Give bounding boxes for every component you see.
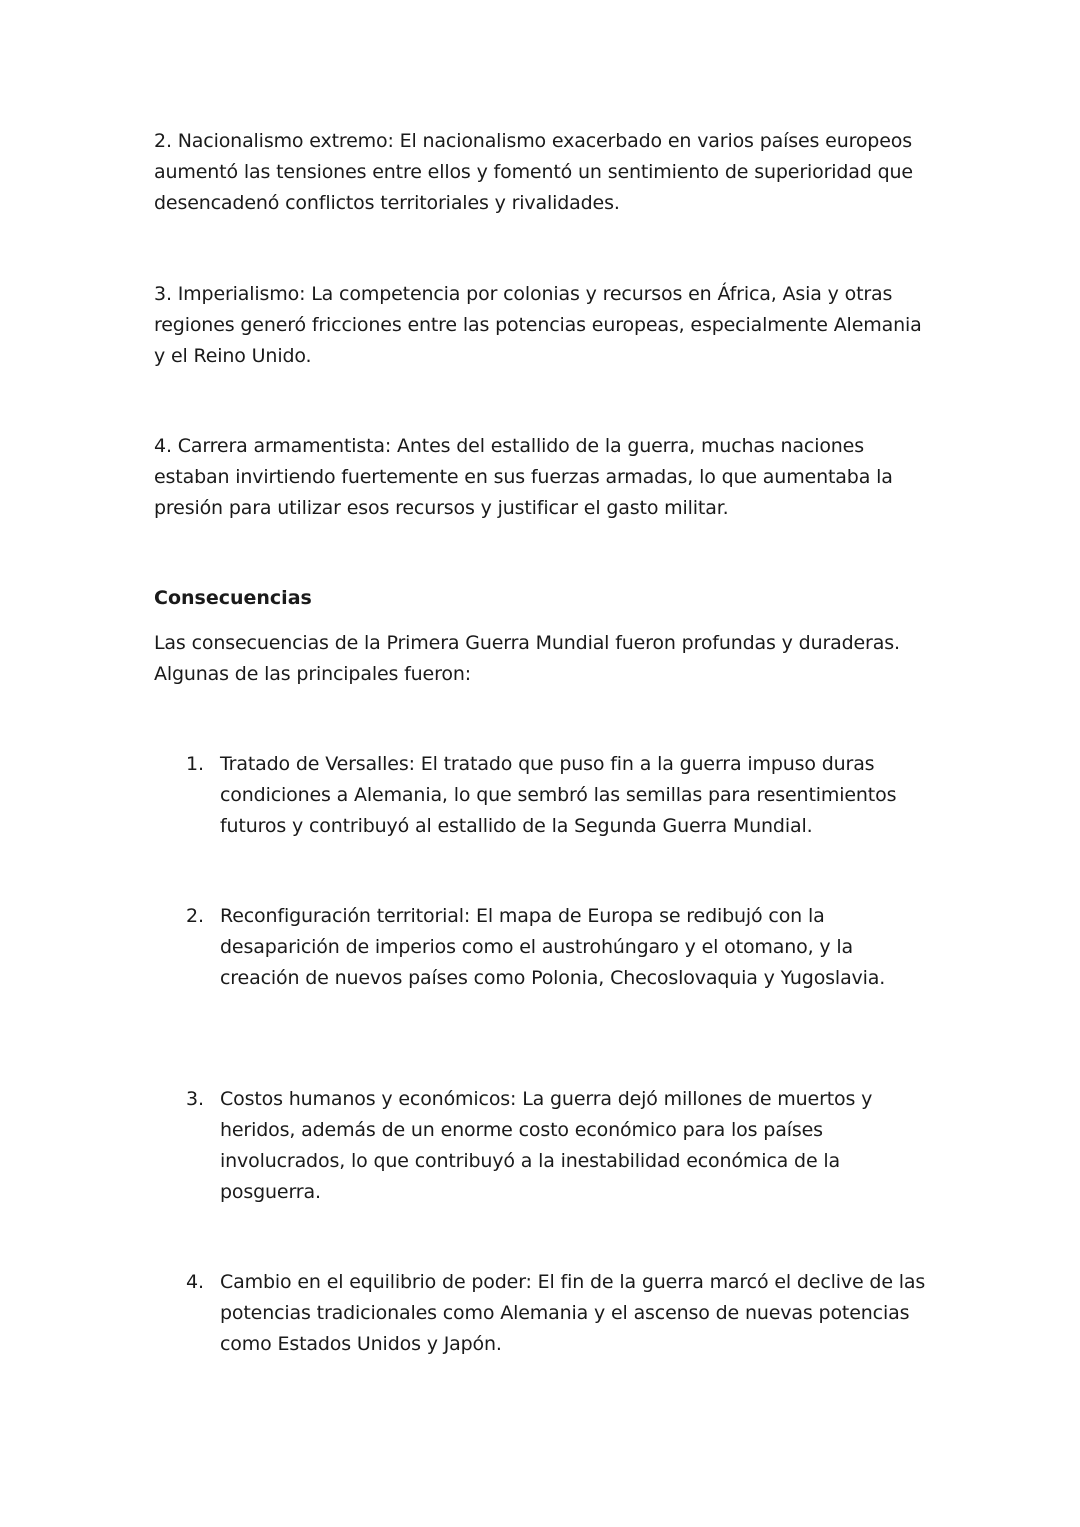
list-item [186,749,926,842]
list-item-number: 3. [186,1088,204,1110]
list-item-text: Tratado de Versalles: El tratado que puso fin a la guerra impuso duras condiciones a Alemania, lo que sembró las semillas para resentimientos futuros y contribuyó al estallido de la Segunda Guerra Mundial. [220,753,897,837]
list-item-text: Costos humanos y económicos: La guerra dejó millones de muertos y heridos, además de un enorme costo económico para los países involucrados, lo que contribuyó a la inestabilidad económica de la posguerra. [220,1088,873,1203]
list-item [186,1267,926,1360]
consequences-intro: Las consecuencias de la Primera Guerra Mundial fueron profundas y duraderas. Algunas de las principales fueron: [154,632,900,685]
list-item-number: 4. [186,1271,204,1293]
cause-paragraph-nacionalismo: 2. Nacionalismo extremo: El nacionalismo exacerbado en varios países europeos aumentó las tensiones entre ellos y fomentó un sentimiento de superioridad que desencadenó conflictos territoriales y rivalidades. [154,130,913,214]
list-item-number: 1. [186,753,204,775]
list-item [186,901,926,994]
cause-paragraph-imperialismo: 3. Imperialismo: La competencia por colonias y recursos en África, Asia y otras regiones generó fricciones entre las potencias europeas, especialmente Alemania y el Reino Unido. [154,283,922,367]
cause-paragraph-carrera-armamentista: 4. Carrera armamentista: Antes del estallido de la guerra, muchas naciones estaban invirtiendo fuertemente en sus fuerzas armadas, lo que aumentaba la presión para utilizar esos recursos y justificar el gasto militar. [154,435,893,519]
list-item-number: 2. [186,905,204,927]
list-item-text: Cambio en el equilibrio de poder: El fin de la guerra marcó el declive de las potencias tradicionales como Alemania y el ascenso de nuevas potencias como Estados Unidos y Japón. [220,1271,926,1355]
list-item-text: Reconfiguración territorial: El mapa de Europa se redibujó con la desaparición de imperios como el austrohúngaro y el otomano, y la creación de nuevos países como Polonia, Checoslovaquia y Yugoslavia. [220,905,886,989]
section-heading-consecuencias: Consecuencias [154,587,312,609]
list-item [186,1084,926,1208]
